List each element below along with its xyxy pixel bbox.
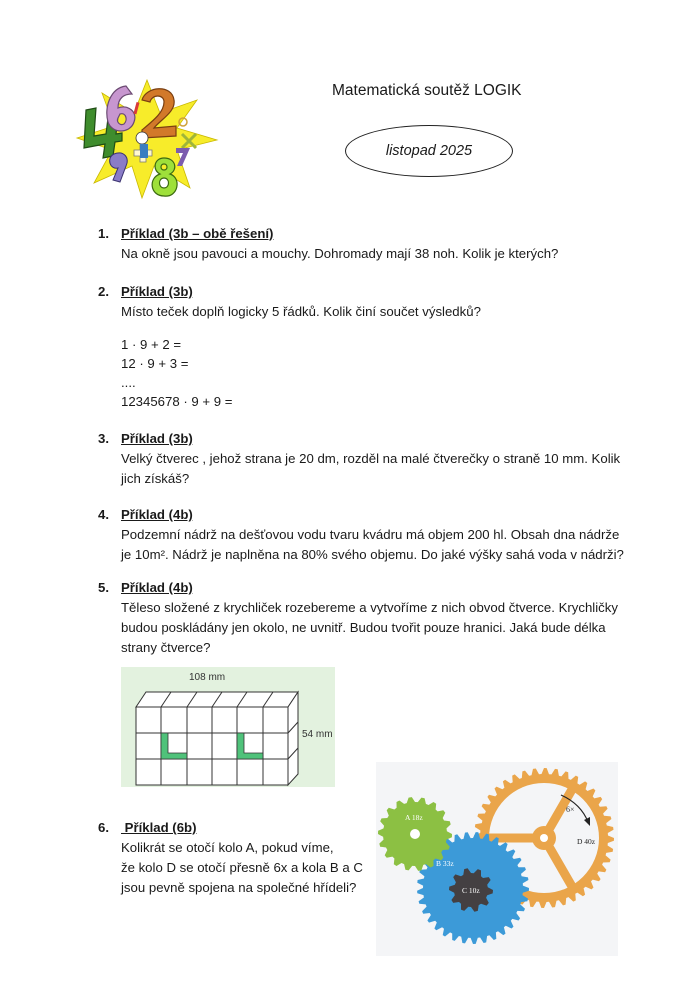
task-heading: Příklad (4b) (121, 507, 193, 522)
task-line: jich získáš? (121, 471, 190, 486)
equation-line: 1 · 9 + 2 = (121, 337, 182, 352)
gear-d-hole (540, 834, 548, 842)
cube-figure (121, 667, 335, 787)
task-number: 6. (98, 820, 109, 835)
cube-grid (136, 692, 298, 785)
task-line: že kolo D se otočí přesně 6x a kola B a C (121, 860, 363, 875)
task-number: 5. (98, 580, 109, 595)
task-heading: Příklad (3b) (121, 284, 193, 299)
logo-digit-eight (152, 158, 177, 196)
logo-figure-head (136, 132, 148, 144)
task-number: 1. (98, 226, 109, 241)
task-line: Podzemní nádrž na dešťovou vodu tvaru kvádru má objem 200 hl. Obsah dna nádrže (121, 527, 620, 542)
task-number: 2. (98, 284, 109, 299)
gear-a-label: A 18z (405, 813, 423, 822)
task-text (121, 525, 624, 565)
rotation-label: 6× (566, 805, 575, 814)
task-line: Velký čtverec , jehož strana je 20 dm, rozděl na malé čtverečky o straně 10 mm. Kolik (121, 451, 621, 466)
equation-line: .... (121, 375, 136, 390)
task-line: Místo teček doplň logicky 5 řádků. Kolik činí součet výsledků? (121, 304, 481, 319)
numbers-clipart-logo (72, 78, 222, 200)
task-heading: Příklad (6b) (121, 820, 197, 835)
gear-b-label: B 33z (436, 859, 454, 868)
task-text (121, 244, 558, 264)
logo-figure-body (140, 144, 148, 158)
width-label: 108 mm (189, 672, 226, 683)
task-line: Těleso složené z krychliček rozebereme a vytvoříme z nich obvod čtverce. Krychličky (121, 600, 618, 615)
equation-line: 12345678 · 9 + 9 = (121, 394, 233, 409)
date-oval (345, 125, 513, 177)
task-number: 4. (98, 507, 109, 522)
task-line: budou poskládány jen okolo, ne uvnitř. Budou tvořit pouze hranici. Jaká bude délka (121, 620, 606, 635)
task-text (121, 838, 363, 898)
task-text (121, 449, 620, 489)
task-text (121, 302, 481, 322)
gear-d-label: D 40z (577, 837, 596, 846)
task-line: Na okně jsou pavouci a mouchy. Dohromady mají 38 noh. Kolik je kterých? (121, 246, 559, 261)
height-label: 54 mm (302, 729, 333, 740)
task-heading: Příklad (4b) (121, 580, 193, 595)
task-line: Kolikrát se otočí kolo A, pokud víme, (121, 840, 334, 855)
task-heading: Příklad (3b – obě řešení) (121, 226, 274, 241)
gears-figure (376, 762, 618, 956)
task-line: je 10m². Nádrž je naplněna na 80% svého objemu. Do jaké výšky sahá voda v nádrži? (121, 547, 624, 562)
task-line: jsou pevně spojena na společné hřídeli? (121, 880, 357, 895)
task-number: 3. (98, 431, 109, 446)
logo-digit-six (107, 86, 135, 131)
date-label: listopad 2025 (385, 143, 473, 159)
page-title: Matematická soutěž LOGIK (332, 82, 522, 99)
equation-line: 12 · 9 + 3 = (121, 356, 189, 371)
task-line: strany čtverce? (121, 640, 211, 655)
gear-c-label: C 10z (462, 886, 480, 895)
task-heading: Příklad (3b) (121, 431, 193, 446)
task-text (121, 598, 618, 658)
gear-A-hole (410, 829, 420, 839)
